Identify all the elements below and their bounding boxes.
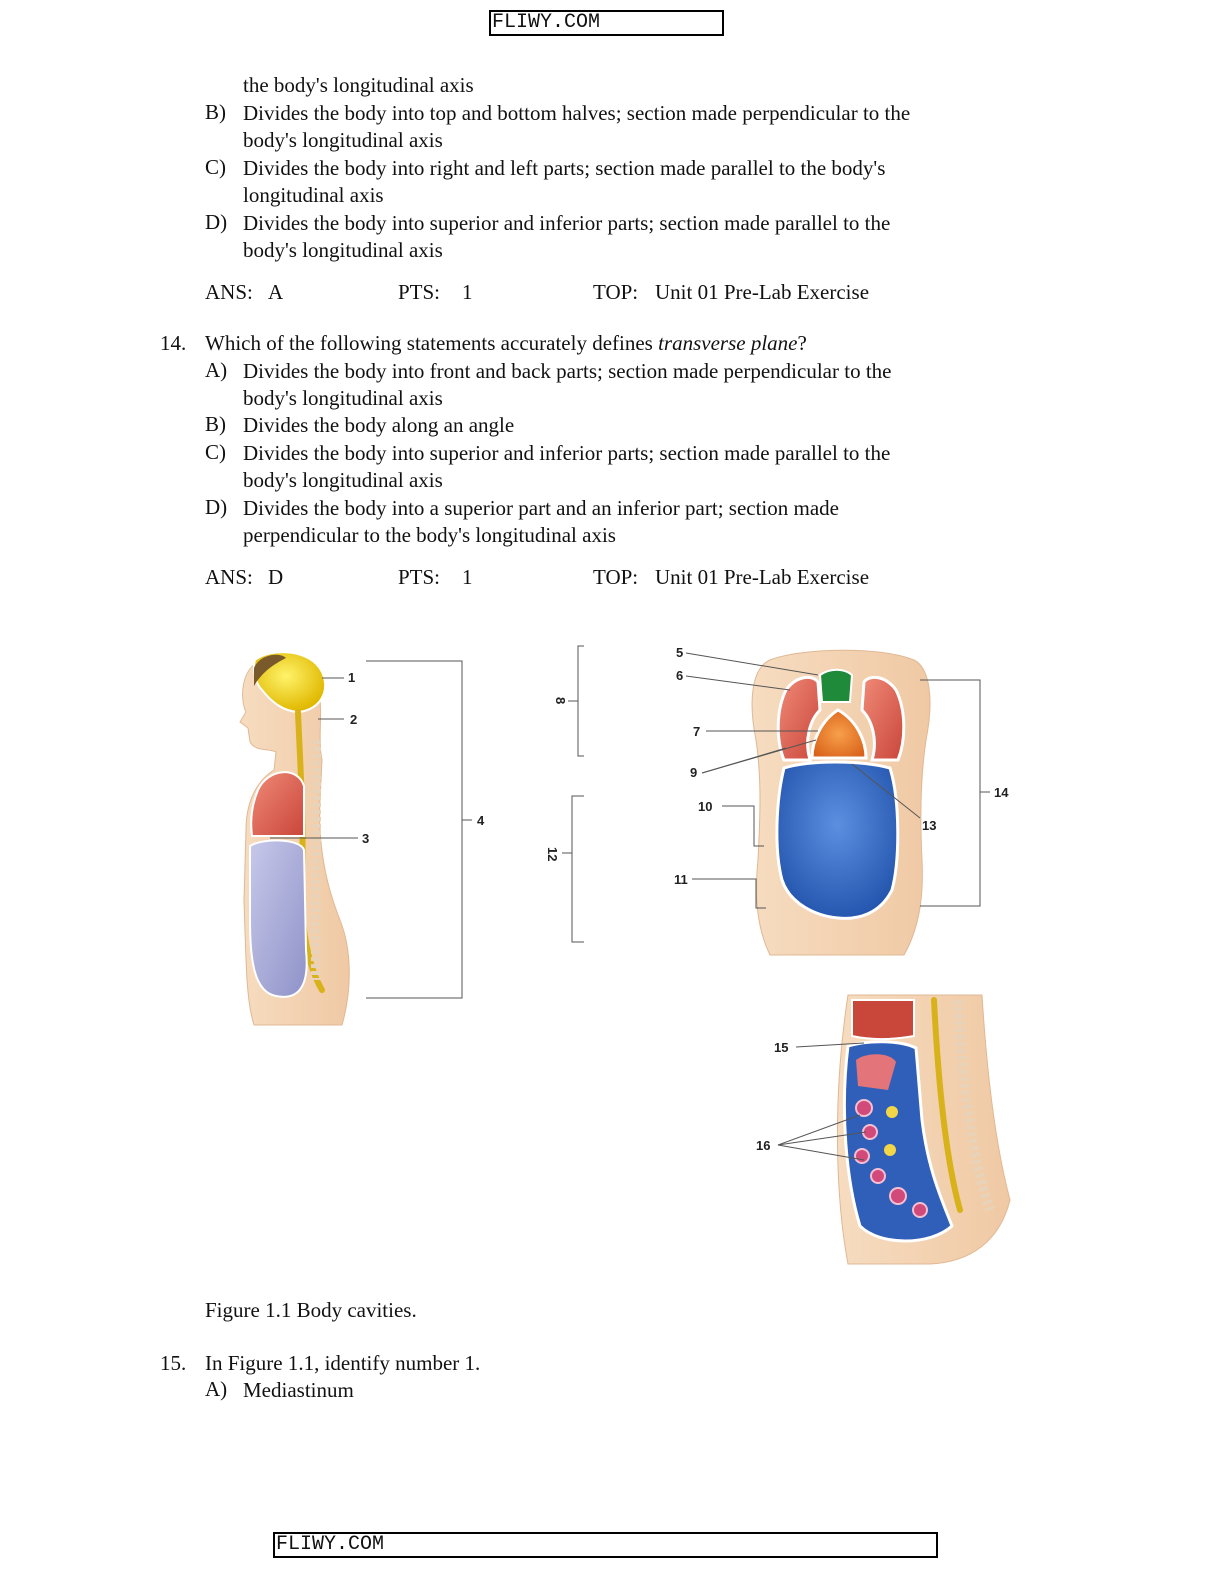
q14-stem-term: transverse plane [658,331,798,355]
q14-option-b-line-1: Divides the body along an angle [243,413,515,437]
q13-top-value: Unit 01 Pre-Lab Exercise [655,280,870,304]
lateral-body-view [240,652,472,1025]
figure-label-16: 16 [756,1138,771,1153]
figure-label-4: 4 [477,813,485,828]
q13-option-d-label: D) [205,210,228,234]
q15-option-a-line-1: Mediastinum [243,1378,354,1402]
figure-label-8: 8 [553,697,568,705]
q14-ans-label: ANS: [205,565,253,589]
q14-ans-value: D [268,565,284,589]
q15-stem: In Figure 1.1, identify number 1. [205,1351,481,1375]
q13-option-c-label: C) [205,155,226,179]
figure-label-14: 14 [994,785,1009,800]
q14-option-d-line-2: perpendicular to the body's longitudinal axis [243,523,616,547]
q13-option-d-line-2: body's longitudinal axis [243,238,443,262]
figure-label-7: 7 [693,724,701,739]
figure-caption: Figure 1.1 Body cavities. [205,1298,417,1322]
q13-option-d-line-1: Divides the body into superior and inferior parts; section made parallel to the [243,211,891,235]
q15-option-a-label: A) [205,1377,228,1401]
q14-option-a-line-1: Divides the body into front and back parts; section made perpendicular to the [243,359,892,383]
q13-option-c-line-1: Divides the body into right and left parts; section made parallel to the body's [243,156,886,180]
anterior-torso-view [686,650,990,955]
figure-label-5: 5 [676,645,684,660]
q14-option-c-label: C) [205,440,226,464]
q15-number: 15. [160,1351,187,1375]
q14-pts-label: PTS: [398,565,441,589]
header-watermark: FLIWY.COM [489,10,724,36]
figure-label-10: 10 [698,799,713,814]
q14-option-c-line-2: body's longitudinal axis [243,468,443,492]
q13-top-label: TOP: [593,280,639,304]
figure-label-15: 15 [774,1040,789,1055]
figure-label-13: 13 [922,818,937,833]
q13-option-b-label: B) [205,100,226,124]
q14-option-a-line-2: body's longitudinal axis [243,386,443,410]
q14-number: 14. [160,331,187,355]
q13-option-a-tail: the body's longitudinal axis [243,73,474,97]
figure-label-6: 6 [676,668,684,683]
q13-pts-value: 1 [462,280,473,304]
q13-ans-value: A [268,280,284,304]
q14-option-d-label: D) [205,495,228,519]
q13-pts-label: PTS: [398,280,441,304]
middle-brackets [562,646,584,942]
q14-pts-value: 1 [462,565,473,589]
q13-option-b-line-1: Divides the body into top and bottom halves; section made perpendicular to the [243,101,911,125]
q13-option-c-line-2: longitudinal axis [243,183,384,207]
q14-option-b-label: B) [205,412,226,436]
figure-label-11: 11 [674,872,688,887]
abdominopelvic-view [778,995,1010,1264]
q14-top-label: TOP: [593,565,639,589]
figure-label-9: 9 [690,765,698,780]
q13-ans-label: ANS: [205,280,253,304]
q14-top-value: Unit 01 Pre-Lab Exercise [655,565,870,589]
figure-label-3: 3 [362,831,370,846]
q14-option-d-line-1: Divides the body into a superior part and an inferior part; section made [243,496,839,520]
q14-stem-text: Which of the following statements accurately defines [205,331,659,355]
footer-watermark: FLIWY.COM [273,1532,938,1558]
figure-label-2: 2 [350,712,358,727]
q14-stem-end: ? [797,331,807,355]
q14-option-a-label: A) [205,358,228,382]
figure-label-1: 1 [348,670,356,685]
figure-label-12: 12 [545,847,560,862]
q13-option-b-line-2: body's longitudinal axis [243,128,443,152]
q14-option-c-line-1: Divides the body into superior and inferior parts; section made parallel to the [243,441,891,465]
